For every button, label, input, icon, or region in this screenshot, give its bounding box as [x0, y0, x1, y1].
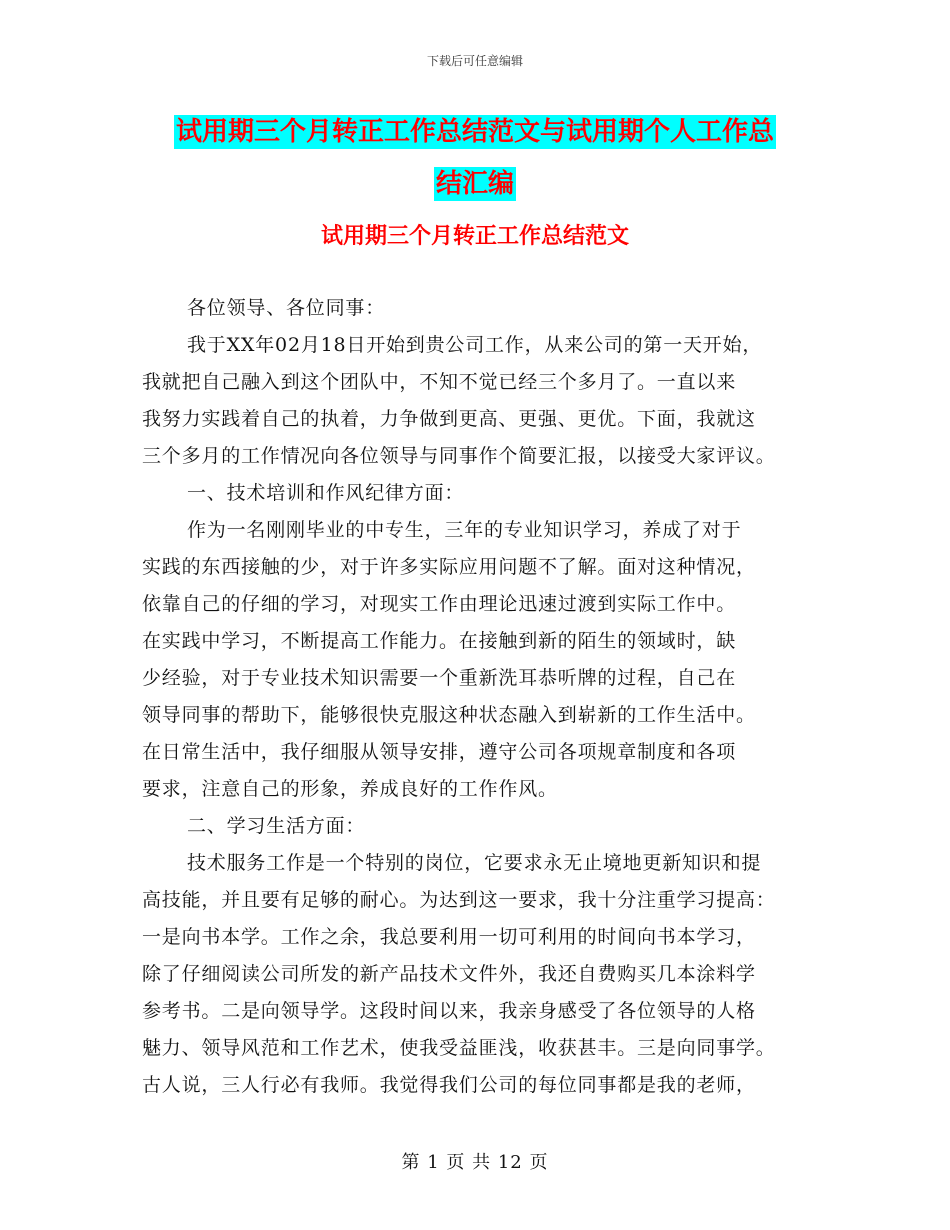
paragraph-line: 参考书。二是向领导学。这段时间以来，我亲身感受了各位领导的人格	[142, 1000, 756, 1022]
title-line-2: 结汇编	[435, 169, 514, 199]
paragraph-line: 技术服务工作是一个特别的岗位，它要求永无止境地更新知识和提	[187, 852, 762, 874]
paragraph-line: 作为一名刚刚毕业的中专生，三年的专业知识学习，养成了对于	[187, 519, 742, 541]
paragraph-line: 三个多月的工作情况向各位领导与同事作个简要汇报，以接受大家评议。	[142, 445, 776, 467]
page-number: 第 1 页 共 12 页	[401, 1152, 549, 1173]
paragraph-line: 一是向书本学。工作之余，我总要利用一切可利用的时间向书本学习，	[142, 926, 756, 948]
title-line-1: 试用期三个月转正工作总结范文与试用期个人工作总	[175, 117, 774, 147]
paragraph-line: 少经验，对于专业技术知识需要一个重新洗耳恭听牌的过程，自己在	[142, 667, 737, 689]
paragraph-line: 我于XX年02月18日开始到贵公司工作，从来公司的第一天开始，	[187, 334, 763, 356]
body-text	[142, 290, 812, 1104]
paragraph-line: 要求，注意自己的形象，养成良好的工作作风。	[142, 778, 558, 800]
paragraph-line: 各位领导、各位同事：	[187, 297, 386, 319]
section-heading-line: 二、学习生活方面：	[187, 815, 366, 837]
paragraph-line: 在实践中学习，不断提高工作能力。在接触到新的陌生的领域时，缺	[142, 630, 737, 652]
document-title	[0, 106, 950, 210]
paragraph-line: 魅力、领导风范和工作艺术，使我受益匪浅，收获甚丰。三是向同事学。	[142, 1037, 776, 1059]
paragraph-line: 我努力实践着自己的执着，力争做到更高、更强、更优。下面，我就这	[142, 408, 756, 430]
paragraph-line: 除了仔细阅读公司所发的新产品技术文件外，我还自费购买几本涂料学	[142, 963, 756, 985]
page-header-note: 下载后可任意编辑	[426, 54, 523, 68]
paragraph-line: 高技能，并且要有足够的耐心。为达到这一要求，我十分注重学习提高：	[142, 889, 776, 911]
paragraph-line: 实践的东西接触的少，对于许多实际应用问题不了解。面对这种情况，	[142, 556, 756, 578]
section-title: 试用期三个月转正工作总结范文	[320, 223, 629, 249]
paragraph-line: 我就把自己融入到这个团队中，不知不觉已经三个多月了。一直以来	[142, 371, 737, 393]
section-heading-line: 一、技术培训和作风纪律方面：	[187, 482, 465, 504]
paragraph-line: 在日常生活中，我仔细服从领导安排，遵守公司各项规章制度和各项	[142, 741, 737, 763]
paragraph-line: 古人说，三人行必有我师。我觉得我们公司的每位同事都是我的老师，	[142, 1074, 756, 1096]
paragraph-line: 领导同事的帮助下，能够很快克服这种状态融入到崭新的工作生活中。	[142, 704, 756, 726]
paragraph-line: 依靠自己的仔细的学习，对现实工作由理论迅速过渡到实际工作中。	[142, 593, 737, 615]
